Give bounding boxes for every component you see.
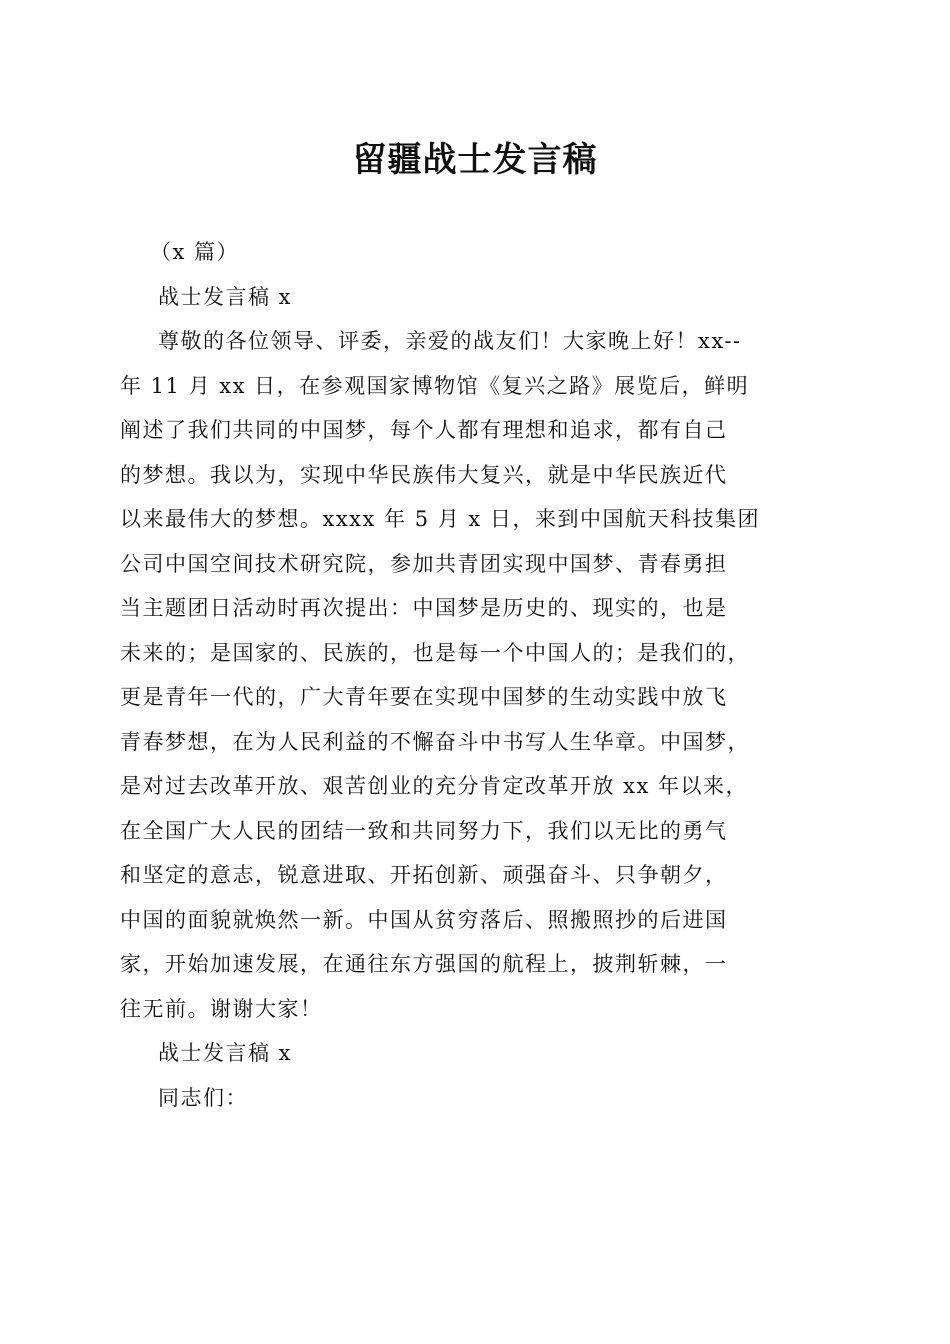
paragraph-line: 尊敬的各位领导、评委，亲爱的战友们！大家晚上好！xx--: [158, 329, 742, 353]
paragraph-line: 家，开始加速发展，在通往东方强国的航程上，披荆斩棘，一: [120, 952, 728, 976]
speech-heading-2: 战士发言稿 x: [158, 1041, 293, 1065]
paragraph-line: 当主题团日活动时再次提出：中国梦是历史的、现实的，也是: [120, 596, 728, 620]
paragraph-line: 年 11 月 xx 日，在参观国家博物馆《复兴之路》展览后，鲜明: [120, 373, 750, 398]
paragraph-line: 是对过去改革开放、艰苦创业的充分肯定改革开放 xx 年以来，: [120, 774, 749, 798]
paragraph-line: 的梦想。我以为，实现中华民族伟大复兴，就是中华民族近代: [120, 462, 728, 487]
paragraph-line: 在全国广大人民的团结一致和共同努力下，我们以无比的勇气: [120, 818, 728, 843]
paragraph-line: 阐述了我们共同的中国梦，每个人都有理想和追求，都有自己: [120, 418, 728, 442]
document-title: 留疆战士发言稿: [352, 140, 598, 180]
paragraph-line: 更是青年一代的，广大青年要在实现中国梦的生动实践中放飞: [120, 685, 728, 709]
paragraph-line: 和坚定的意志，锐意进取、开拓创新、顽强奋斗、只争朝夕，: [120, 863, 728, 887]
paragraph-line: 往无前。谢谢大家！: [120, 996, 323, 1021]
paragraph-line: 未来的；是国家的、民族的，也是每一个中国人的；是我们的，: [120, 640, 750, 665]
section-count-label: （x 篇）: [150, 240, 240, 264]
paragraph-line: 以来最伟大的梦想。xxxx 年 5 月 x 日，来到中国航天科技集团: [120, 507, 760, 531]
salutation-line: 同志们：: [158, 1085, 248, 1110]
paragraph-line: 青春梦想，在为人民利益的不懈奋斗中书写人生华章。中国梦，: [120, 729, 750, 754]
document-body: [120, 230, 832, 1120]
speech-heading-1: 战士发言稿 x: [158, 284, 293, 309]
paragraph-line: 中国的面貌就焕然一新。中国从贫穷落后、照搬照抄的后进国: [120, 907, 728, 932]
paragraph-line: 公司中国空间技术研究院，参加共青团实现中国梦、青春勇担: [120, 551, 728, 576]
